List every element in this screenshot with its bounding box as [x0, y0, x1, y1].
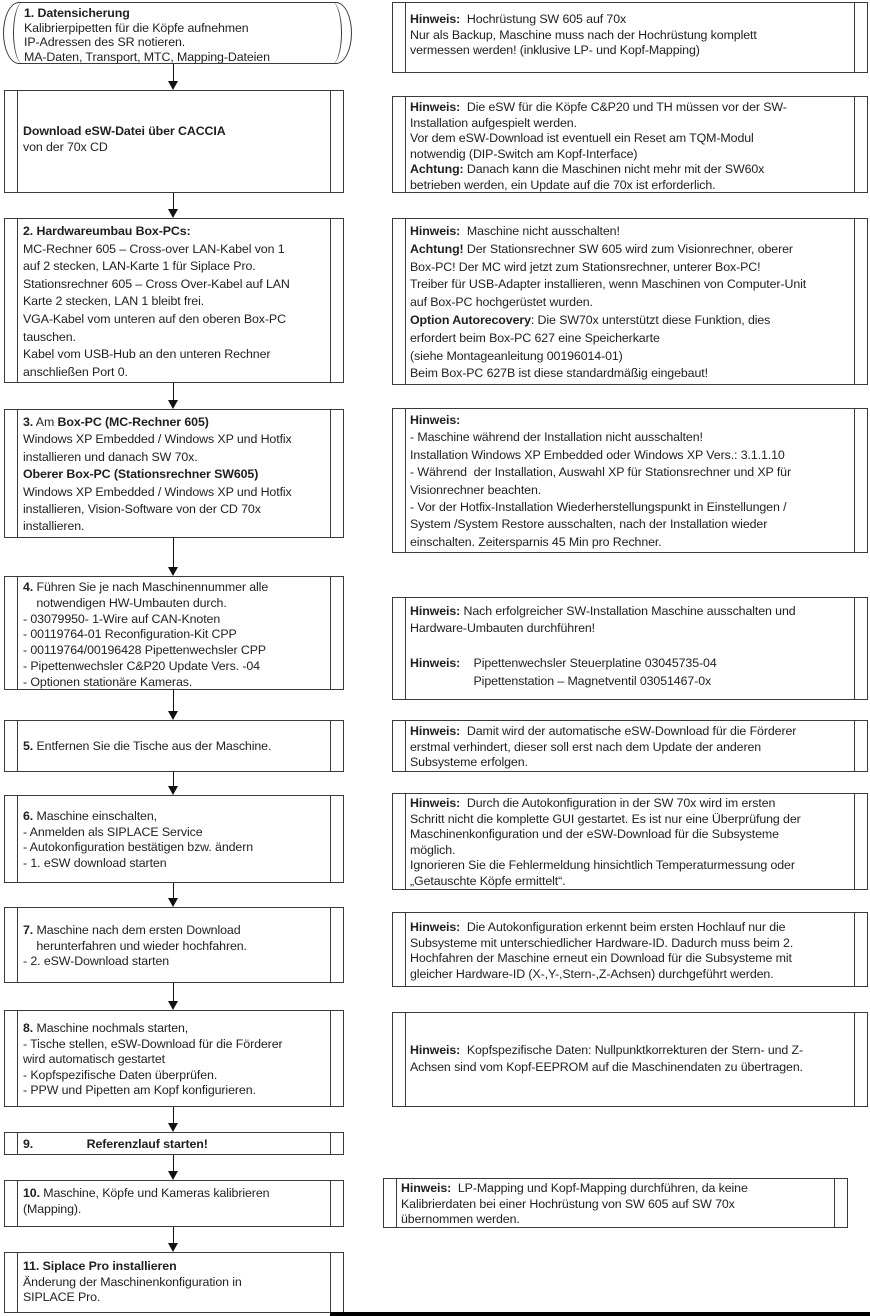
flow-arrow-4 — [168, 538, 178, 576]
flow-step-11-siplace-pro — [4, 1252, 344, 1313]
note-nicht-ausschalten-box — [392, 218, 868, 385]
flow-step-3-sw-installation — [4, 409, 344, 538]
flow-arrow-8 — [168, 983, 178, 1010]
step-11-text: 11. Siplace Pro installieren Änderung der Maschinenkonfiguration in SIPLACE Pro. — [23, 1259, 242, 1304]
step-1-text: 1. Datensicherung Kalibrierpipetten für die Köpfe aufnehmen IP-Adressen des SR notieren. MA-Daten, Transport, MTC, Mapping-Dateien — [24, 6, 270, 63]
flow-step-download-esw — [4, 90, 344, 193]
flow-arrow-3 — [168, 383, 178, 409]
flow-step-2-hardwareumbau — [4, 218, 344, 383]
step-5-text: 5. Entfernen Sie die Tische aus der Maschine. — [23, 739, 272, 753]
note-installation-text: Hinweis: - Maschine während der Installation nicht ausschalten! Installation Windows XP Embedded oder Windows XP Vers.: 3.1.1.10 - Während der Installation, Auswahl XP für Stationsrechner und XP für Visionrechner beachten. - Vor der Hotfix-Installation Wiederherstellungspunkt in Einstellungen / System /System Restore ausschalten, nach der Installation wieder einschalten. Zeitersparnis 45 Min pro Rechner. — [410, 413, 791, 549]
note-backup-box — [392, 2, 868, 73]
note-hw-umbauten-text: Hinweis: Nach erfolgreicher SW-Installation Maschine ausschalten und Hardware-Umbauten durchführen! Hinweis: Pipettenwechsler Steuerplatine 03045735-04 Pipettenstation – Magnetventil 03051467-0x — [410, 604, 796, 688]
step-9-text: 9. Referenzlauf starten! — [23, 1137, 208, 1151]
step-2-text: 2. Hardwareumbau Box-PCs: MC-Rechner 605 – Cross-over LAN-Kabel von 1 auf 2 stecken, LAN-Karte 1 für Siplace Pro. Stationsrechner 605 – Cross Over-Kabel auf LAN Karte 2 stecken, LAN 1 bleibt frei. VGA-Kabel vom unteren auf den oberen Box-PC tauschen. Kabel vom USB-Hub an den unteren Rechner anschließen Port 0. — [23, 224, 290, 379]
flow-step-6-maschine-einschalten — [4, 795, 344, 883]
scan-edge-artifact — [330, 1312, 870, 1316]
note-nicht-ausschalten-text: Hinweis: Maschine nicht ausschalten! Achtung! Der Stationsrechner SW 605 wird zum Visionrechner, oberer Box-PC! Der MC wird jetzt zum Stationsrechner, unterer Box-PC! Treiber für USB-Adapter installieren, wenn Maschinen von Computer-Unit auf Box-PC hochgerüstet wurden. Option Autorecovery: Die SW70x unterstützt diese Funktion, dies erfordert beim Box-PC 627 eine Speicherkarte (siehe Montageanleitung 00196014-01) Beim Box-PC 627B ist diese standardmäßig eingebaut! — [410, 224, 807, 381]
flow-step-5-tische-entfernen — [4, 720, 344, 772]
step-6-text: 6. Maschine einschalten, - Anmelden als SIPLACE Service - Autokonfiguration bestätigen bzw. ändern - 1. eSW download starten — [23, 809, 254, 870]
flow-arrow-7 — [168, 883, 178, 907]
note-autokonfiguration-box — [392, 793, 868, 890]
note-kopfspezifische-daten-text: Hinweis: Kopfspezifische Daten: Nullpunktkorrekturen der Stern- und Z- Achsen sind vom Kopf-EEPROM auf die Maschinendaten zu übertragen. — [410, 1043, 804, 1074]
note-lp-mapping-text: Hinweis: LP-Mapping und Kopf-Mapping durchführen, da keine Kalibrierdaten bei einer Hochrüstung von SW 605 auf SW 70x übernommen werden. — [401, 1181, 748, 1226]
flow-arrow-9 — [168, 1107, 178, 1132]
step-3-text: 3. Am Box-PC (MC-Rechner 605) Windows XP Embedded / Windows XP und Hotfix installieren und danach SW 70x. Oberer Box-PC (Stationsrechner SW605) Windows XP Embedded / Windows XP und Hotfix installieren, Vision-Software von der CD 70x installieren. — [23, 415, 292, 534]
flow-arrow-5 — [168, 690, 178, 720]
note-installation-box — [392, 408, 868, 553]
flow-arrow-6 — [168, 772, 178, 795]
note-backup-text: Hinweis: Hochrüstung SW 605 auf 70x Nur als Backup, Maschine muss nach der Hochrüstung komplett vermessen werden! (inklusive LP- und Kopf-Mapping) — [410, 12, 757, 57]
flow-arrow-10 — [168, 1155, 178, 1180]
step-8-text: 8. Maschine nochmals starten, - Tische stellen, eSW-Download für die Förderer wird automatisch gestartet - Kopfspezifische Daten überprüfen. - PPW und Pipetten am Kopf konfigurieren. — [23, 1021, 283, 1097]
flow-step-7-neustart — [4, 907, 344, 983]
note-esw-koepfe-box — [392, 96, 868, 193]
note-hardware-id-box — [392, 912, 868, 987]
flow-step-9-referenzlauf — [4, 1132, 344, 1155]
note-esw-koepfe-text: Hinweis: Die eSW für die Köpfe C&P20 und TH müssen vor der SW- Installation aufgespielt werden. Vor dem eSW-Download ist eventuell ein Reset am TQM-Modul notwendig (DIP-Switch am Kopf-Interface) Achtung: Danach kann die Maschinen nicht mehr mit der SW60x betrieben werden, ein Update auf die 70x ist erforderlich. — [410, 100, 787, 192]
flow-arrow-2 — [168, 193, 178, 218]
note-foerderer-download-text: Hinweis: Damit wird der automatische eSW-Download für die Förderer erstmal verhindert, dieser soll erst nach dem Update der anderen Subsysteme erfolgen. — [410, 724, 797, 769]
flow-arrow-1 — [168, 64, 178, 90]
note-hardware-id-text: Hinweis: Die Autokonfiguration erkennt beim ersten Hochlauf nur die Subsysteme mit unterschiedlicher Hardware-ID. Dadurch muss beim 2. Hochfahren der Maschine erneut ein Download für die Subsysteme mit gleicher Hardware-ID (X-,Y-,Stern-,Z-Achsen) durchgeführt werden. — [410, 920, 794, 981]
flow-step-8-nochmals-starten — [4, 1010, 344, 1107]
note-foerderer-download-box — [392, 720, 868, 772]
step-4-text: 4. Führen Sie je nach Maschinennummer alle notwendigen HW-Umbauten durch. - 03079950- 1-Wire auf CAN-Knoten - 00119764-01 Reconfiguration-Kit CPP - 00119764/00196428 Pipettenwechsler CPP - Pipettenwechsler C&P20 Update Vers. -04 - Optionen stationäre Kameras. — [23, 580, 269, 689]
note-autokonfiguration-text: Hinweis: Durch die Autokonfiguration in der SW 70x wird im ersten Schritt nicht die komplette GUI gestartet. Es ist nur eine Überprüfung der Maschinenkonfiguration und der eSW-Download für die Subsysteme möglich. Ignorieren Sie die Fehlermeldung hinsichtlich Temperaturmessung oder „Getauschte Köpfe ermittelt“. — [410, 796, 801, 888]
step-download-text: Download eSW-Datei über CACCIA von der 70x CD — [23, 124, 226, 154]
flow-step-1-datensicherung — [3, 2, 352, 64]
step-7-text: 7. Maschine nach dem ersten Download herunterfahren und wieder hochfahren. - 2. eSW-Download starten — [23, 923, 247, 968]
note-hw-umbauten-box — [392, 597, 868, 700]
note-kopfspezifische-daten-box — [392, 1012, 868, 1107]
flow-step-10-kalibrieren — [4, 1180, 344, 1227]
note-lp-mapping-box — [383, 1178, 848, 1228]
step-10-text: 10. Maschine, Köpfe und Kameras kalibrieren (Mapping). — [23, 1186, 270, 1216]
flow-step-4-hw-umbauten — [4, 576, 344, 690]
flow-arrow-11 — [168, 1227, 178, 1252]
